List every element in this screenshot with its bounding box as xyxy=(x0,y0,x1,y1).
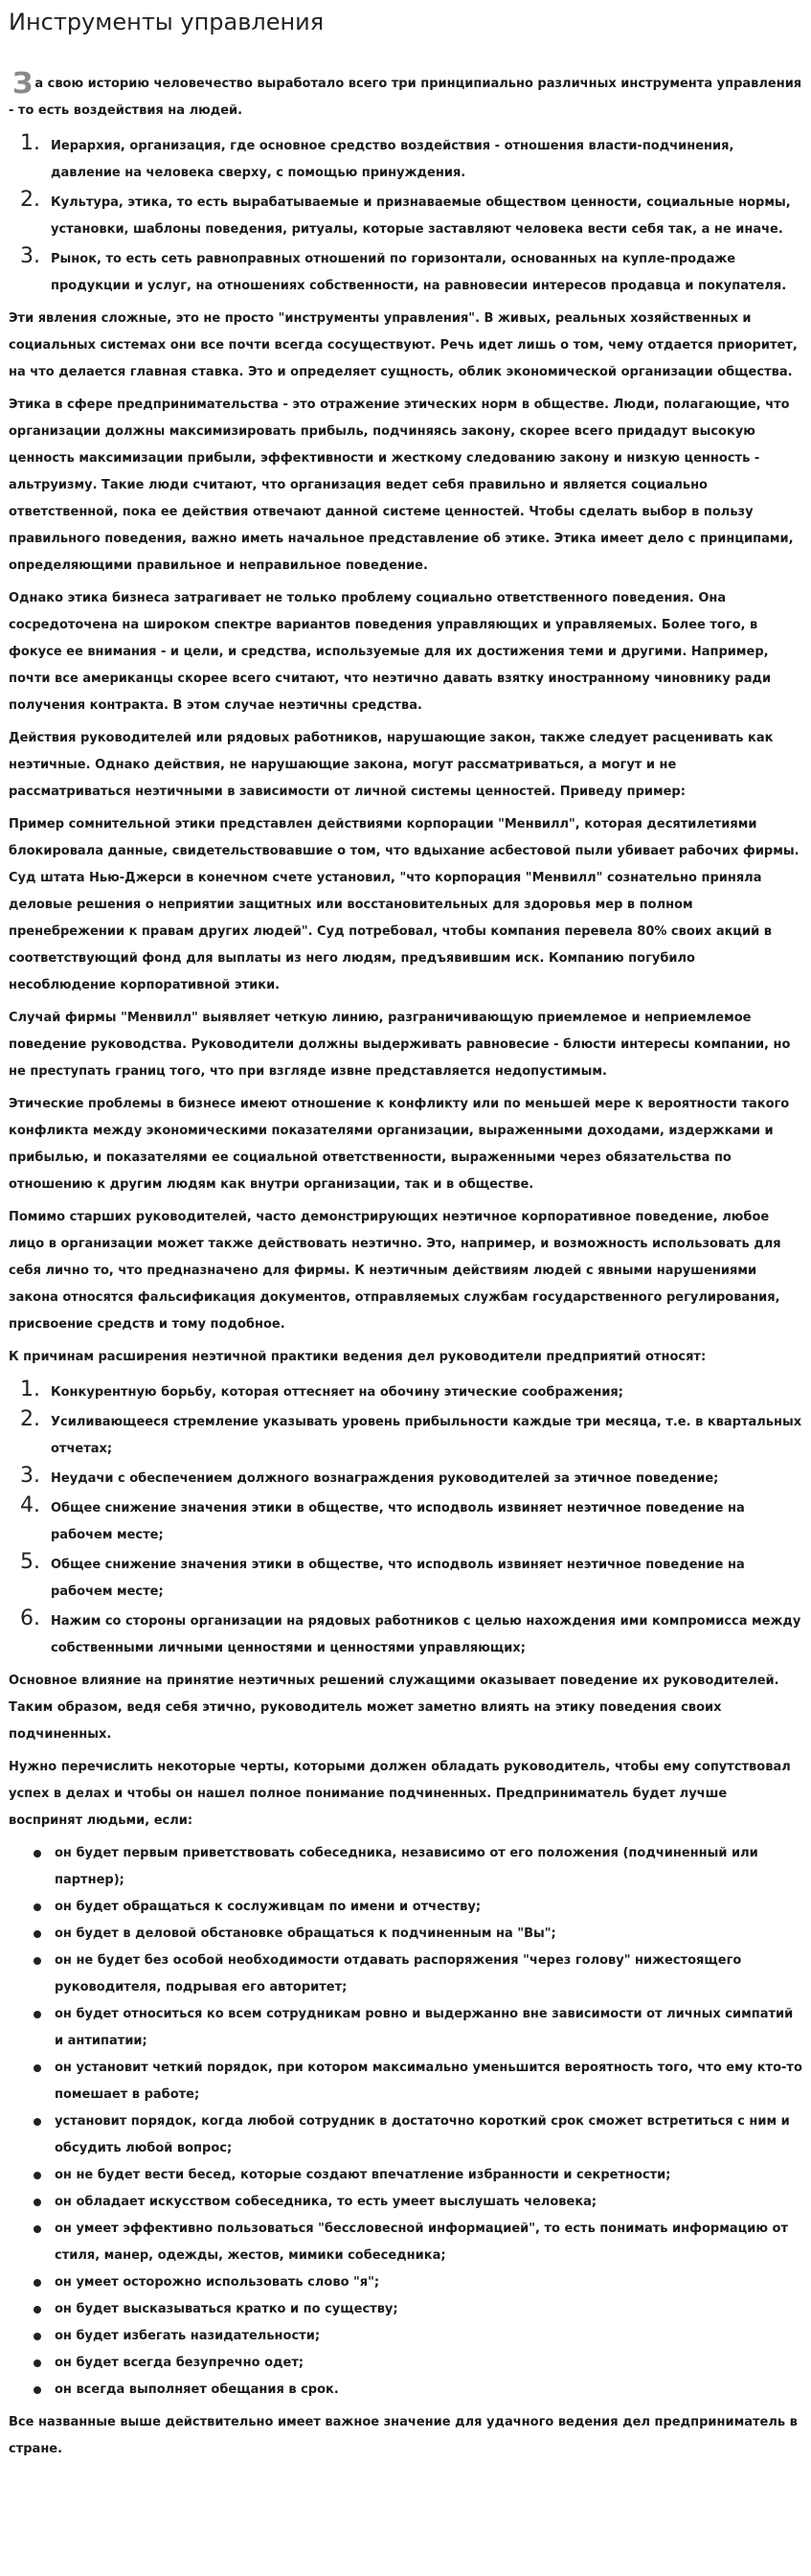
closing-paragraph: Все названные выше действительно имеет важное значение для удачного ведения дел предприниматель в стране. xyxy=(9,2415,798,2456)
paragraph: Этика в сфере предпринимательства - это отражение этических норм в обществе. Люди, полагающие, что организации должны максимизировать прибыль, подчиняясь закону, скорее всего придадут высокую ценность максимизации прибыли, эффективности и жесткому следованию закону и низкую ценность - альтруизму. Такие люди считают, что организация ведет себя правильно и является социально ответственной, пока ее действия отвечают данной системе ценностей. Чтобы сделать выбор в пользу правильного поведения, важно иметь начальное представление об этике. Этика имеет дело с принципами, определяющими правильное и неправильное поведение. xyxy=(9,398,794,573)
intro-text: а свою историю человечество выработало всего три принципиально различных инструмента управления - то есть воздействия на людей. xyxy=(9,77,802,118)
paragraph: Действия руководителей или рядовых работников, нарушающие закон, также следует расценивать как неэтичные. Однако действия, не нарушающие закона, могут рассматриваться, а могут и не рассматриваться неэтичными в зависимости от личной системы ценностей. Приведу пример: xyxy=(9,731,774,799)
list-item: он обладает искусством собеседника, то есть умеет выслушать человека; xyxy=(47,2189,802,2216)
list-item: он будет первым приветствовать собеседника, независимо от его положения (подчиненный или партнер); xyxy=(47,1840,802,1894)
paragraph: Помимо старших руководителей, часто демонстрирующих неэтичное корпоративное поведение, любое лицо в организации может также действовать неэтично. Это, например, и возможность использовать для себя лично то, что предназначено для фирмы. К неэтичным действиям людей с явными нарушениями закона относятся фальсификация документов, отправляемых службам государственного регулирования, присвоение средств и тому подобное. xyxy=(9,1210,781,1332)
list-item: 3. Неудачи с обеспечением должного вознаграждения руководителей за этичное поведение; xyxy=(47,1463,802,1493)
paragraph: Эти явления сложные, это не просто "инструменты управления". В живых, реальных хозяйственных и социальных системах они все почти всегда сосуществуют. Речь идет лишь о том, чему отдается приоритет, на что делается главная ставка. Это и определяет сущность, облик экономической организации общества. xyxy=(9,311,798,379)
list-item: 5. Общее снижение значения этики в обществе, что исподволь извиняет неэтичное поведение на рабочем месте; xyxy=(47,1549,802,1606)
paragraph: К причинам расширения неэтичной практики ведения дел руководители предприятий относят: xyxy=(9,1350,707,1364)
list-item: 1. Иерархия, организация, где основное средство воздействия - отношения власти-подчинения, давление на человека сверху, с помощью принуждения. xyxy=(47,130,802,187)
list-item: 1. Конкурентную борьбу, которая оттесняет на обочину этические соображения; xyxy=(47,1377,802,1406)
list-item: 2. Усиливающееся стремление указывать уровень прибыльности каждые три месяца, т.е. в квартальных отчетах; xyxy=(47,1406,802,1463)
page-title: Инструменты управления xyxy=(9,9,325,35)
paragraph: Однако этика бизнеса затрагивает не только проблему социально ответственного поведения. Она сосредоточена на широком спектре вариантов поведения управляющих и управляемых. Более того, в фокусе ее внимания - и цели, и средства, используемые для их достижения теми и другими. Например, почти все американцы скорее всего считают, что неэтично давать взятку иностранному чиновнику ради получения контракта. В этом случае неэтичны средства. xyxy=(9,591,772,713)
list-item: он установит четкий порядок, при котором максимально уменьшится вероятность того, что ему кто-то помешает в работе; xyxy=(47,2055,802,2109)
paragraph: Основное влияние на принятие неэтичных решений служащими оказывает поведение их руководителей. Таким образом, ведя себя этично, руководитель может заметно влиять на этику поведения своих подчиненных. xyxy=(9,1674,779,1742)
list-item: он будет в деловой обстановке обращаться к подчиненным на "Вы"; xyxy=(47,1921,802,1948)
paragraph: Пример сомнительной этики представлен действиями корпорации "Менвилл", которая десятилетиями блокировала данные, свидетельствовавшие о том, что вдыхание асбестовой пыли убивает рабочих фирмы. Суд штата Нью-Джерси в конечном счете установил, "что корпорация "Менвилл" сознательно приняла деловые решения о неприятии защитных или восстановительных для здоровья мер в полном пренебрежении к правам других людей". Суд потребовал, чтобы компания перевела 80% своих акций в соответствующий фонд для выплаты из него людям, предъявившим иск. Компанию погубило несоблюдение корпоративной этики. xyxy=(9,817,800,992)
list-item: 4. Общее снижение значения этики в обществе, что исподволь извиняет неэтичное поведение на рабочем месте; xyxy=(47,1493,802,1549)
paragraph: Этические проблемы в бизнесе имеют отношение к конфликту или по меньшей мере к вероятности такого конфликта между экономическими показателями организации, выраженными доходами, издержками и прибылью, и показателями ее социальной ответственности, выраженными через обязательства по отношению к другим людям как внутри организации, так и в обществе. xyxy=(9,1097,790,1192)
list-item: 6. Нажим со стороны организации на рядовых работников с целью нахождения ими компромисса между собственными личными ценностями и ценностями управляющих; xyxy=(47,1606,802,1662)
traits-list xyxy=(9,1840,802,2404)
list-item: он умеет эффективно пользоваться "бессловесной информацией", то есть понимать информацию от стиля, манер, одежды, жестов, мимики собеседника; xyxy=(47,2216,802,2269)
list-item: он будет относиться ко всем сотрудникам ровно и выдержанно вне зависимости от личных симпатий и антипатии; xyxy=(47,2001,802,2055)
list-item: он умеет осторожно использовать слово "я"; xyxy=(47,2269,802,2296)
drop-cap: З xyxy=(12,67,34,101)
intro-paragraph xyxy=(9,67,802,125)
list-item: 3. Рынок, то есть сеть равноправных отношений по горизонтали, основанных на купле-продаже продукции и услуг, на отношениях собственности, на равновесии интересов продавца и покупателя. xyxy=(47,243,802,300)
list-item: 2. Культура, этика, то есть вырабатываемые и признаваемые обществом ценности, социальные нормы, установки, шаблоны поведения, ритуалы, которые заставляют человека вести себя так, а не иначе. xyxy=(47,187,802,243)
list-item: он будет обращаться к сослуживцам по имени и отчеству; xyxy=(47,1894,802,1921)
instruments-list xyxy=(9,130,802,300)
list-item: он будет всегда безупречно одет; xyxy=(47,2350,802,2377)
list-item: он не будет без особой необходимости отдавать распоряжения "через голову" нижестоящего руководителя, подрывая его авторитет; xyxy=(47,1948,802,2001)
list-item: он будет высказываться кратко и по существу; xyxy=(47,2296,802,2323)
list-item: установит порядок, когда любой сотрудник в достаточно короткий срок сможет встретиться с ним и обсудить любой вопрос; xyxy=(47,2109,802,2162)
paragraph: Нужно перечислить некоторые черты, которыми должен обладать руководитель, чтобы ему сопутствовал успех в делах и чтобы он нашел полное понимание подчиненных. Предприниматель будет лучше воспринят людьми, если: xyxy=(9,1760,791,1828)
list-item: он не будет вести бесед, которые создают впечатление избранности и секретности; xyxy=(47,2162,802,2189)
paragraph: Случай фирмы "Менвилл" выявляет четкую линию, разграничивающую приемлемое и неприемлемое поведение руководства. Руководители должны выдерживать равновесие - блюсти интересы компании, но не преступать границ того, что при взгляде извне представляется недопустимым. xyxy=(9,1011,791,1079)
list-item: он будет избегать назидательности; xyxy=(47,2323,802,2350)
list-item: он всегда выполняет обещания в срок. xyxy=(47,2377,802,2404)
reasons-list xyxy=(9,1377,802,1662)
